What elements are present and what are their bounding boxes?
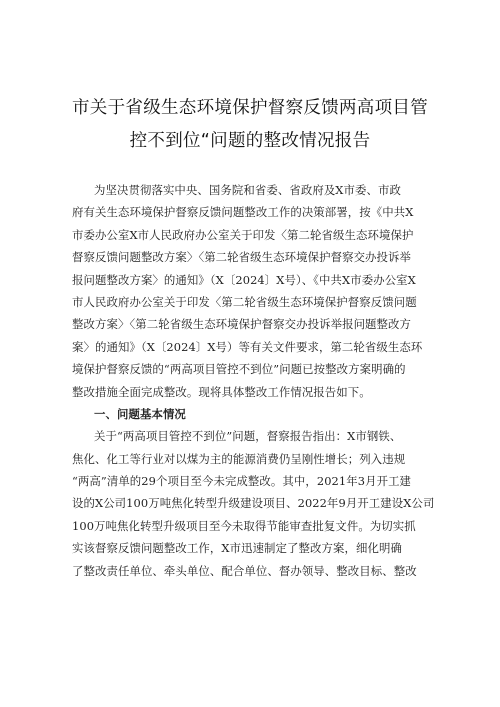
document-title [0, 92, 500, 158]
paragraph-line: “两高”清单的29个项目至今未完成整改。其中，2021年3月开工建 [72, 474, 412, 489]
paragraph-line: 实该督察反馈问题整改工作，X市迅速制定了整改方案，细化明确 [72, 541, 402, 556]
title-line: 市关于省级生态环境保护督察反馈两高项目管 [72, 98, 428, 118]
section-heading: 一、问题基本情况 [94, 406, 186, 421]
paragraph-line: 报问题整改方案〉的通知》（X〔2024〕X号）、《中共X市委办公室X [72, 272, 416, 287]
paragraph-line: 案〉的通知》（X〔2024〕X号）等有关文件要求，第二轮省级生态环 [72, 339, 423, 354]
paragraph-line: 100万吨焦化转型升级项目至今未取得节能审查批复文件。为切实抓 [72, 518, 416, 533]
paragraph-line: 整改措施全面完成整改。现将具体整改工作情况报告如下。 [72, 384, 371, 399]
paragraph-line: 关于“两高项目管控不到位”问题，督察报告指出：X市钢铁、 [94, 429, 402, 444]
paragraph-line: 为坚决贯彻落实中央、国务院和省委、省政府及X市委、市政 [94, 183, 401, 197]
paragraph-line: 市人民政府办公室关于印发〈第二轮省级生态环境保护督察反馈问题 [72, 294, 417, 309]
paragraph-line: 市委办公室X市人民政府办公室关于印发〈第二轮省级生态环境保护 [72, 227, 414, 242]
title-line: 控不到位“问题的整改情况报告 [129, 131, 371, 151]
document-body [72, 179, 440, 582]
paragraph-line: 设的X公司100万吨焦化转型升级建设项目、2022年9月开工建设X公司 [72, 496, 435, 511]
paragraph-line: 境保护督察反馈的“两高项目管控不到位”问题已按整改方案明确的 [72, 362, 406, 377]
paragraph-line: 督察反馈问题整改方案〉〈第二轮省级生态环境保护督察交办投诉举 [72, 250, 412, 265]
paragraph-line: 焦化、化工等行业对以煤为主的能源消费仍呈刚性增长；列入违规 [72, 451, 406, 466]
paragraph-line: 整改方案〉〈第二轮省级生态环境保护督察交办投诉举报问题整改方 [72, 317, 412, 332]
paragraph-line: 府有关生态环境保护督察反馈问题整改工作的决策部署，按《中共X [72, 205, 414, 220]
paragraph-line: 了整改责任单位、牵头单位、配合单位、督办领导、整改目标、整改 [72, 563, 417, 578]
